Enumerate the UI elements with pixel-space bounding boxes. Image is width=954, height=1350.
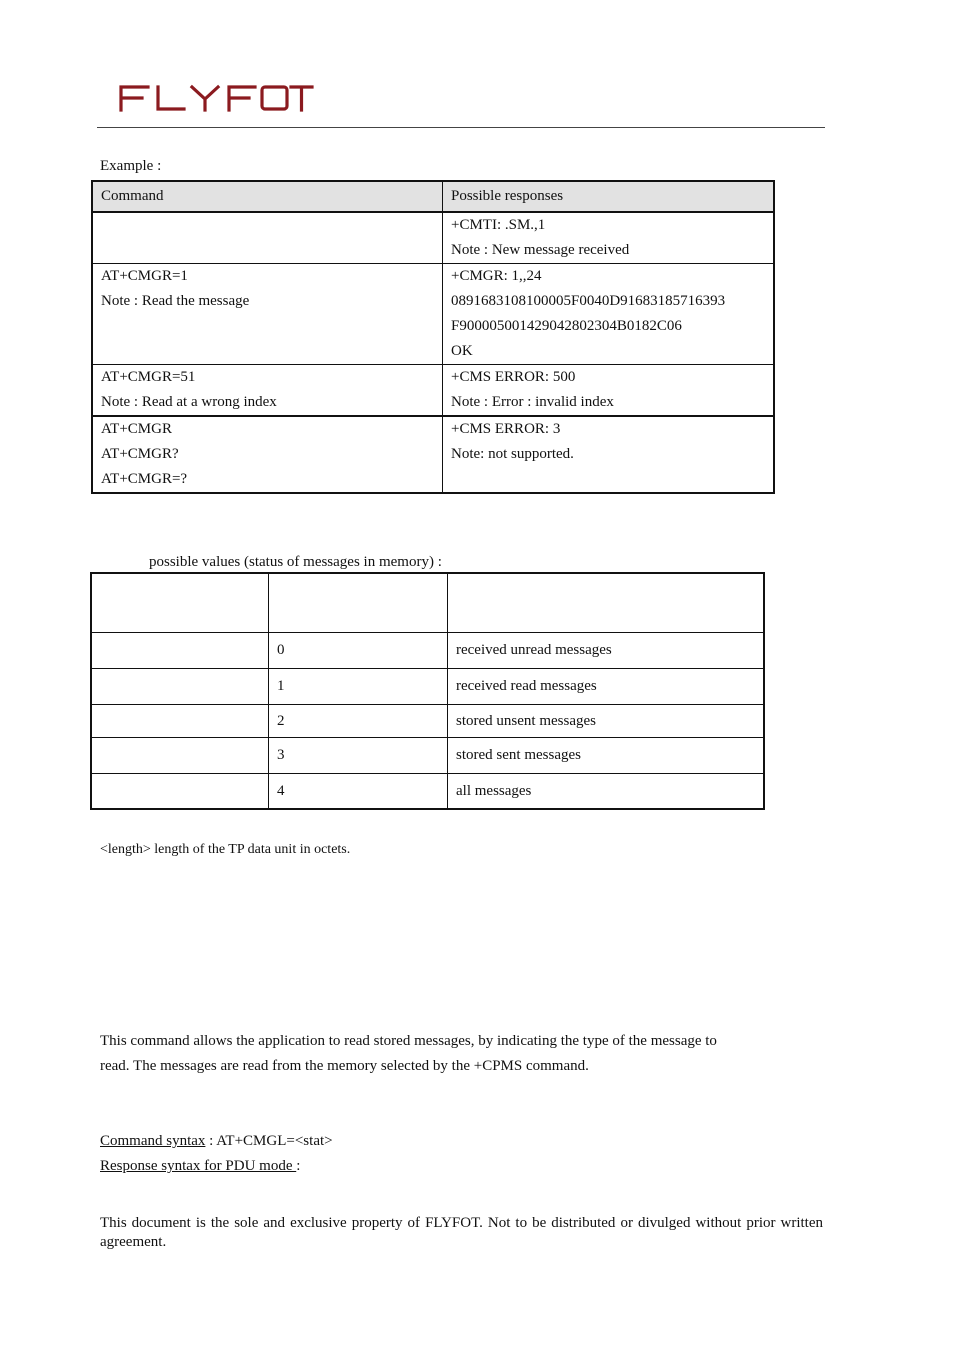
description-line: read. The messages are read from the memory selected by the +CPMS command. (100, 1058, 589, 1074)
response-line: 0891683108100005F0040D91683185716393 (451, 293, 726, 309)
empty-cell (91, 704, 269, 737)
response-cell (443, 416, 775, 493)
empty-cell (91, 737, 269, 773)
table-row (91, 668, 764, 704)
table-header-row (92, 181, 774, 212)
table-row (92, 264, 774, 365)
response-syntax-line (100, 1154, 824, 1179)
stat-value: 1 (269, 668, 448, 704)
empty-cell (91, 773, 269, 809)
length-note: <length> length of the TP data unit in octets. (100, 842, 351, 857)
example-label: Example : (100, 158, 162, 174)
command-line: AT+CMGR=? (101, 471, 188, 487)
stat-description: stored unsent messages (448, 704, 765, 737)
stat-value: 4 (269, 773, 448, 809)
command-cell (92, 416, 443, 493)
response-line: +CMGR: 1,,24 (451, 268, 542, 284)
response-cell (443, 365, 775, 417)
command-cell (92, 365, 443, 417)
command-syntax-label: Command syntax (100, 1133, 206, 1149)
header-cell (269, 573, 448, 632)
response-line: OK (451, 343, 473, 359)
empty-cell (91, 632, 269, 668)
table-row (91, 737, 764, 773)
stat-value: 2 (269, 704, 448, 737)
description-line: This command allows the application to read stored messages, by indicating the type of the message to (100, 1033, 717, 1049)
command-syntax-line (100, 1129, 824, 1154)
command-line: AT+CMGR? (101, 446, 179, 462)
column-header-responses: Possible responses (443, 181, 775, 212)
response-line: Note : New message received (451, 242, 630, 258)
stat-description: all messages (448, 773, 765, 809)
table-row (92, 212, 774, 264)
response-line: Note: not supported. (451, 446, 574, 462)
response-syntax-label: Response syntax for PDU mode (100, 1158, 297, 1174)
table-row (91, 632, 764, 668)
flyfot-logo (118, 82, 314, 114)
header-divider (97, 127, 825, 128)
table-header-row (91, 573, 764, 632)
example-table (91, 180, 775, 494)
command-syntax-value: : AT+CMGL=<stat> (205, 1133, 333, 1149)
response-line: +CMTI: .SM.,1 (451, 217, 546, 233)
stat-values-table (90, 572, 765, 810)
command-line: AT+CMGR=51 (101, 369, 196, 385)
stat-description: received read messages (448, 668, 765, 704)
command-line: Note : Read the message (101, 293, 250, 309)
stat-description: stored sent messages (448, 737, 765, 773)
response-line: F900005001429042802304B0182C06 (451, 318, 682, 334)
stat-value: 3 (269, 737, 448, 773)
command-cell (92, 264, 443, 365)
command-line: AT+CMGR=1 (101, 268, 188, 284)
response-line: +CMS ERROR: 500 (451, 369, 576, 385)
table-row (91, 704, 764, 737)
syntax-block (100, 1129, 824, 1179)
command-line: Note : Read at a wrong index (101, 394, 277, 410)
header-cell (91, 573, 269, 632)
stat-description: received unread messages (448, 632, 765, 668)
response-syntax-value: : (296, 1158, 301, 1174)
command-cell (92, 212, 443, 264)
table-row (92, 416, 774, 493)
table-row (91, 773, 764, 809)
table-row (92, 365, 774, 417)
stat-caption: possible values (status of messages in memory) : (149, 554, 442, 570)
stat-value: 0 (269, 632, 448, 668)
empty-cell (91, 668, 269, 704)
response-line: +CMS ERROR: 3 (451, 421, 561, 437)
response-cell (443, 264, 775, 365)
response-line: Note : Error : invalid index (451, 394, 614, 410)
description-paragraph (100, 1029, 824, 1079)
response-cell (443, 212, 775, 264)
footer-disclaimer: This document is the sole and exclusive property of FLYFOT. Not to be distributed or divulged without prior written agreement. (100, 1215, 823, 1250)
header-cell (448, 573, 765, 632)
command-line: AT+CMGR (101, 421, 172, 437)
column-header-command: Command (92, 181, 443, 212)
